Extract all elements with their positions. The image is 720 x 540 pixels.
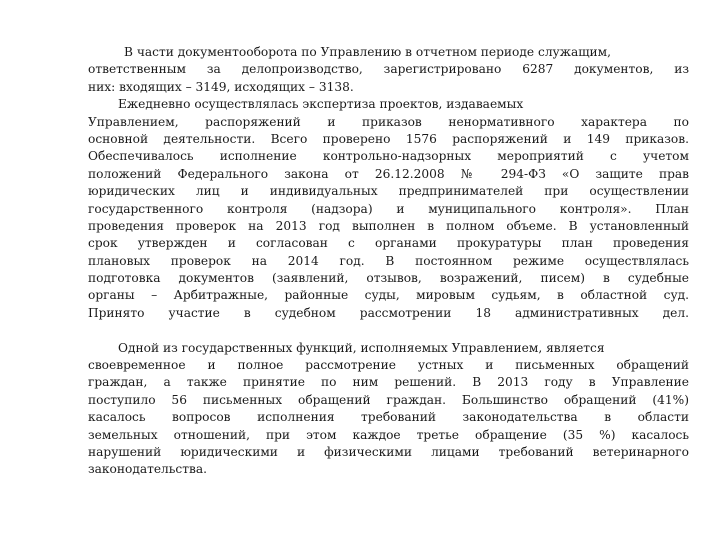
paragraph-3-line-8: законодательства. [88,462,208,477]
paragraph-3-line-3: граждан, а также принятие по ним решений. В 2013 году в Управление [88,375,689,390]
paragraph-2-line-6: юридических лиц и индивидуальных предпринимателей при осуществлении [88,184,689,199]
paragraph-3-line-6: земельных отношений, при этом каждое третье обращение (35 %) касалось [88,427,689,442]
paragraph-3-line-2: своевременное и полное рассмотрение устных и письменных обращений [88,358,689,373]
paragraph-3-line-5: касалось вопросов исполнения требований законодательства в области [88,410,689,425]
paragraph-2-line-7: государственного контроля (надзора) и муниципального контроля». План [88,201,689,216]
paragraph-2-line-11: подготовка документов (заявлений, отзывов, возражений, писем) в судебные [88,271,689,286]
paragraph-3-line-4: поступило 56 письменных обращений граждан. Большинство обращений (41%) [88,392,689,407]
paragraph-2-line-13: Принято участие в судебном рассмотрении 18 административных дел. [88,305,689,320]
paragraph-1-line-3: них: входящих – 3149, исходящих – 3138. [88,79,354,94]
paragraph-1-line-1: В части документооборота по Управлению в отчетном периоде служащим, [124,45,612,59]
paragraph-2-line-4: Обеспечивалось исполнение контрольно-надзорных мероприятий с учетом [88,149,689,164]
paragraph-2-line-2: Управлением, распоряжений и приказов ненормативного характера по [88,114,689,129]
paragraph-2-line-9: срок утвержден и согласован с органами прокуратуры план проведения [88,236,689,251]
paragraph-2-line-12: органы – Арбитражные, районные суды, мировым судьям, в областной суд. [88,288,689,303]
paragraph-3-line-1: Одной из государственных функций, исполняемых Управлением, является [118,340,605,355]
paragraph-2-line-14 [88,322,689,339]
document-body [88,44,689,479]
paragraph-2-line-1: Ежедневно осуществлялась экспертиза проектов, издаваемых [118,97,524,112]
paragraph-2-line-5: положений Федерального закона от 26.12.2008 № 294-ФЗ «О защите прав [88,166,689,181]
paragraph-1-line-2: ответственным за делопроизводство, зарегистрировано 6287 документов, из [88,62,689,77]
paragraph-2-line-8: проведения проверок на 2013 год выполнен в полном объеме. В установленный [88,218,689,233]
paragraph-2-line-10: плановых проверок на 2014 год. В постоянном режиме осуществлялась [88,253,689,268]
paragraph-3-line-7: нарушений юридическими и физическими лицами требований ветеринарного [88,444,689,459]
paragraph-2-line-3: основной деятельности. Всего проверено 1576 распоряжений и 149 приказов. [88,131,689,146]
